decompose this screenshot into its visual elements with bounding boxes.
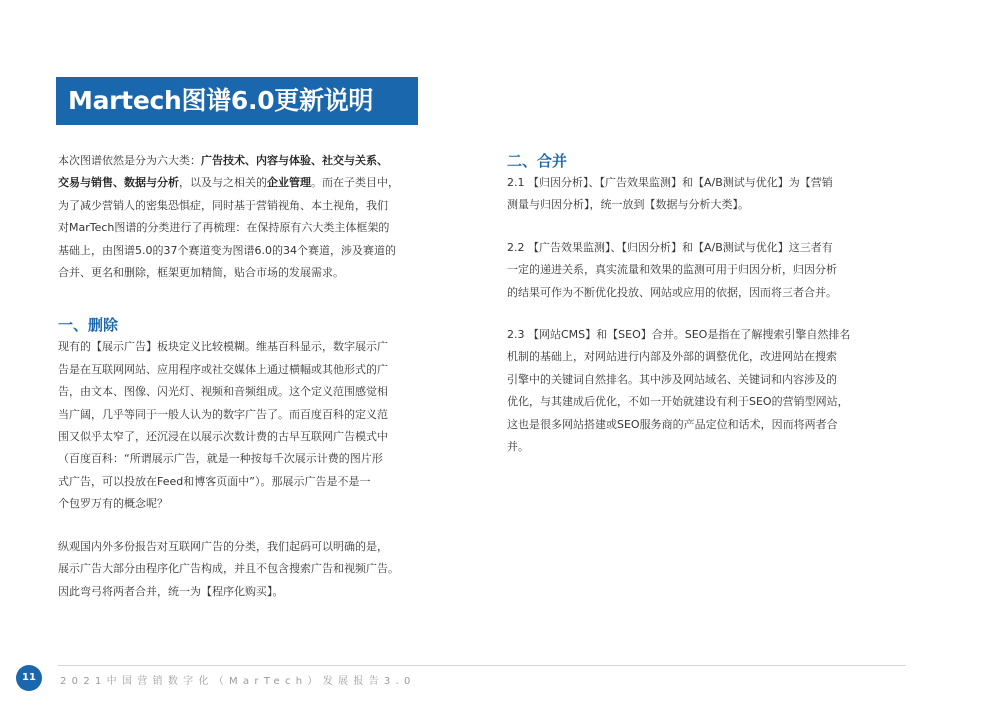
text-line: 告，由文本、图像、闪光灯、视频和音频组成。这个定义范围感觉相 — [58, 385, 388, 399]
text-line: 引擎中的关键词自然排名。其中涉及网站域名、关键词和内容涉及的 — [507, 372, 837, 386]
text-line: 式广告，可以投放在Feed和博客页面中”）。那展示广告是不是一 — [58, 474, 371, 488]
section-heading-delete: 一、删除 — [58, 316, 119, 335]
intro-text: ，以及与之相关的 — [179, 176, 267, 190]
delete-paragraph-1 — [58, 336, 420, 515]
text-line: 2.1 【归因分析】、【广告效果监测】和【A/B测试与优化】为【营销 — [507, 176, 833, 189]
text-line: 当广阔，几乎等同于一般人认为的数字广告了。而百度百科的定义范 — [58, 407, 388, 421]
merge-paragraph-2-1 — [507, 172, 879, 217]
title-banner — [56, 77, 418, 125]
text-line: （百度百科：“所谓展示广告，就是一种按每千次展示计费的图片形 — [58, 452, 383, 466]
text-line: 围又似乎太窄了，还沉浸在以展示次数计费的古早互联网广告模式中 — [58, 430, 388, 444]
text-line: 并。 — [507, 440, 529, 454]
intro-text: 对MarTech图谱的分类进行了再梳理：在保持原有六大类主体框架的 — [58, 221, 390, 235]
text-line: 纵观国内外多份报告对互联网广告的分类，我们起码可以明确的是， — [58, 539, 388, 553]
text-line: 2.3 【网站CMS】和【SEO】合并。SEO是指在了解搜索引擎自然排名 — [507, 328, 851, 342]
text-line: 因此弯弓将两者合并，统一为【程序化购买】。 — [58, 584, 284, 598]
intro-text: 本次图谱依然是分为六大类： — [58, 154, 201, 167]
text-line: 告是在互联网网站、应用程序或社交媒体上通过横幅或其他形式的广 — [58, 362, 388, 376]
merge-paragraph-2-3 — [507, 324, 879, 458]
intro-text: 合并、更名和删除，框架更加精简，贴合市场的发展需求。 — [58, 266, 344, 280]
intro-text: 。而在子类目中， — [311, 176, 399, 190]
text-line: 现有的【展示广告】板块定义比较模糊。维基百科显示，数字展示广 — [58, 340, 388, 354]
intro-text: 为了减少营销人的密集恐惧症，同时基于营销视角、本土视角，我们 — [58, 198, 388, 212]
footer-divider — [58, 665, 906, 666]
right-column — [507, 150, 879, 458]
page-number-badge: 11 — [16, 665, 42, 691]
delete-paragraph-2 — [58, 536, 420, 603]
text-line: 展示广告大部分由程序化广告构成，并且不包含搜索广告和视频广告。 — [58, 562, 399, 576]
text-line: 的结果可作为不断优化投放、网站或应用的依据，因而将三者合并。 — [507, 285, 837, 299]
text-line: 一定的递进关系，真实流量和效果的监测可用于归因分析，归因分析 — [507, 263, 837, 277]
section-heading-merge: 二、合并 — [507, 152, 568, 170]
merge-paragraph-2-2 — [507, 237, 879, 304]
text-line: 2.2 【广告效果监测】、【归因分析】和【A/B测试与优化】这三者有 — [507, 240, 833, 254]
intro-bold-categories: 广告技术、内容与体验、社交与关系、 — [201, 154, 388, 167]
intro-paragraph — [58, 150, 420, 284]
intro-text: 基础上，由图谱5.0的37个赛道变为图谱6.0的34个赛道，涉及赛道的 — [58, 243, 396, 257]
page-title: Martech图谱6.0更新说明 — [68, 86, 374, 115]
text-line: 个包罗万有的概念呢？ — [58, 497, 168, 511]
intro-bold-categories-2: 交易与销售、数据与分析 — [58, 176, 179, 190]
left-column — [58, 150, 420, 603]
footer-report-title: 2021中国营销数字化（MarTech）发展报告3.0 — [60, 676, 416, 687]
text-line: 测量与归因分析】，统一放到【数据与分析大类】。 — [507, 198, 749, 212]
text-line: 这也是很多网站搭建或SEO服务商的产品定位和话术，因而将两者合 — [507, 417, 838, 431]
intro-bold-enterprise: 企业管理 — [267, 176, 311, 190]
text-line: 机制的基础上，对网站进行内部及外部的调整优化，改进网站在搜索 — [507, 350, 837, 364]
text-line: 优化，与其建成后优化，不如一开始就建设有利于SEO的营销型网站， — [507, 395, 849, 409]
